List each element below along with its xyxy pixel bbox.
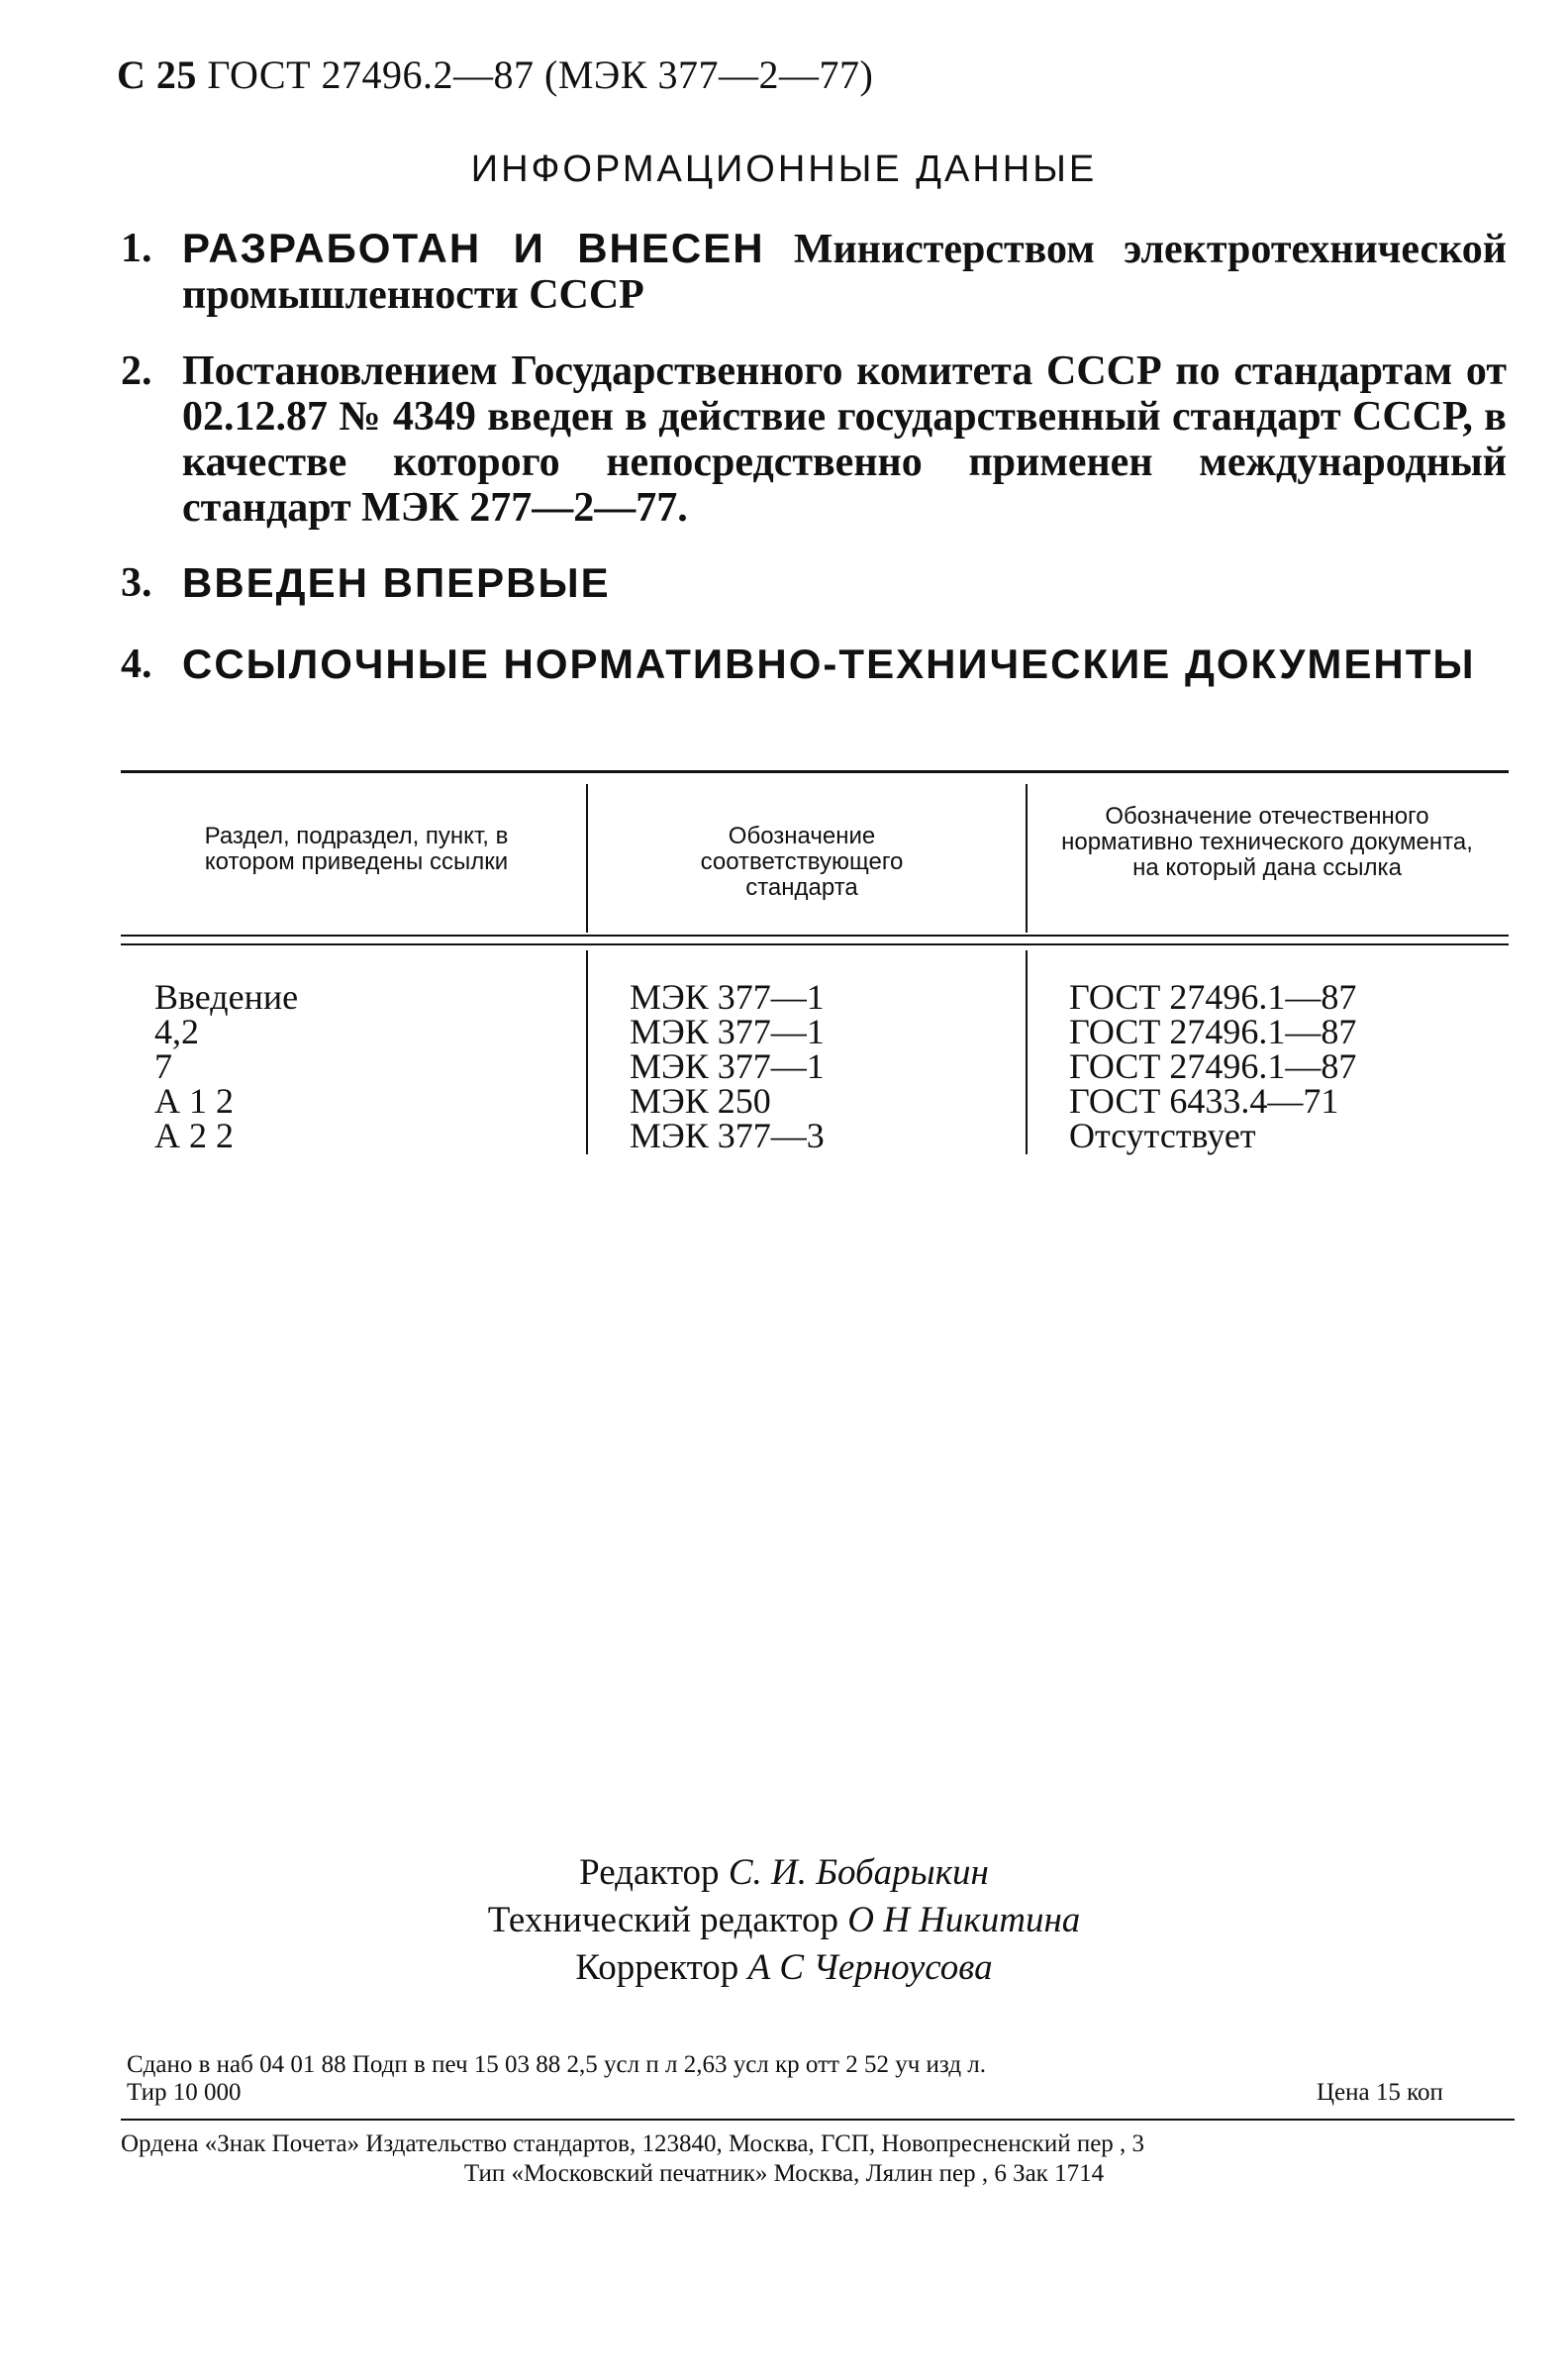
item-lead: РАЗРАБОТАН И ВНЕСЕН (182, 225, 765, 271)
imprint-print-run: Тир 10 000 (127, 2079, 242, 2106)
section-title: ИНФОРМАЦИОННЫЕ ДАННЫЕ (470, 148, 1098, 190)
editor-label: Редактор (579, 1852, 720, 1893)
imprint-price: Цена 15 коп (1317, 2079, 1443, 2106)
table-cell: А 1 2 (154, 1081, 234, 1121)
table-header-rule-2 (121, 943, 1509, 945)
tech-editor-name: О Н Никитина (847, 1900, 1081, 1940)
info-item-3 (121, 560, 1507, 607)
table-column-standards (630, 977, 825, 1155)
publisher-line-2: Тип «Московский печатник» Москва, Лялин пер , 6 Зак 1714 (463, 2160, 1105, 2187)
table-cell: ГОСТ 6433.4—71 (1069, 1081, 1339, 1121)
table-header-section: Раздел, подраздел, пункт, в котором приведены ссылки (204, 823, 509, 875)
item-number: 3. (121, 560, 152, 606)
table-header-rule (121, 935, 1509, 937)
publisher-line-1: Ордена «Знак Почета» Издательство стандартов, 123840, Москва, ГСП, Новопресненский пер , 3 (121, 2130, 1145, 2157)
credits-block (0, 1849, 1568, 1992)
table-header-national-doc: Обозначение отечественного нормативно технического документа, на который дана ссылка (1061, 803, 1473, 881)
page-number: С 25 (117, 52, 197, 97)
info-item-4 (121, 642, 1507, 688)
imprint-divider (121, 2119, 1515, 2121)
table-cell: ГОСТ 27496.1—87 (1069, 1046, 1357, 1086)
corrector-name: А С Черноусова (747, 1947, 993, 1988)
table-cell: МЭК 250 (630, 1081, 771, 1121)
item-number: 1. (121, 226, 152, 271)
column-divider (586, 950, 588, 1154)
table-cell: Отсутствует (1069, 1116, 1256, 1155)
table-cell: ГОСТ 27496.1—87 (1069, 977, 1357, 1017)
table-header-standard: Обозначение соответствующего стандарта (700, 823, 904, 901)
item-text: Министерством электротехнической промышленности СССР (182, 227, 1507, 318)
item-number: 2. (121, 348, 152, 394)
table-cell: Введение (154, 977, 299, 1017)
table-cell: 4,2 (154, 1012, 199, 1051)
table-cell: А 2 2 (154, 1116, 234, 1155)
table-cell: МЭК 377—1 (630, 1046, 825, 1086)
table-cell: ГОСТ 27496.1—87 (1069, 1012, 1357, 1051)
document-code: ГОСТ 27496.2—87 (МЭК 377—2—77) (207, 52, 874, 97)
table-cell: 7 (154, 1046, 172, 1086)
table-cell: МЭК 377—1 (630, 977, 825, 1017)
corrector-line (0, 1944, 1568, 1992)
page-header (117, 51, 873, 98)
table-cell: МЭК 377—3 (630, 1116, 825, 1155)
tech-editor-label: Технический редактор (487, 1900, 838, 1940)
corrector-label: Корректор (575, 1947, 739, 1988)
editor-name: С. И. Бобарыкин (728, 1852, 989, 1893)
imprint-line-1: Сдано в наб 04 01 88 Подп в печ 15 03 88 2,5 усл п л 2,63 усл кр отт 2 52 уч изд л. (127, 2051, 987, 2078)
info-item-2 (121, 348, 1507, 531)
table-cell: МЭК 377—1 (630, 1012, 825, 1051)
column-divider (586, 784, 588, 933)
tech-editor-line (0, 1897, 1568, 1944)
table-top-rule (121, 770, 1509, 773)
item-lead: ССЫЛОЧНЫЕ НОРМАТИВНО-ТЕХНИЧЕСКИЕ ДОКУМЕНТЫ (182, 641, 1476, 687)
editor-line (0, 1849, 1568, 1897)
table-column-national (1069, 977, 1357, 1155)
table-column-sections (154, 977, 299, 1155)
item-text: Постановлением Государственного комитета СССР по стандартам от 02.12.87 № 4349 введен в действие государственный стандарт СССР, в качестве которого непосредственно применен международный стандарт МЭК 277—2—77. (182, 348, 1507, 531)
column-divider (1026, 950, 1028, 1154)
column-divider (1026, 784, 1028, 933)
item-lead: ВВЕДЕН ВПЕРВЫЕ (182, 559, 611, 606)
item-number: 4. (121, 642, 152, 687)
info-item-1 (121, 226, 1507, 318)
